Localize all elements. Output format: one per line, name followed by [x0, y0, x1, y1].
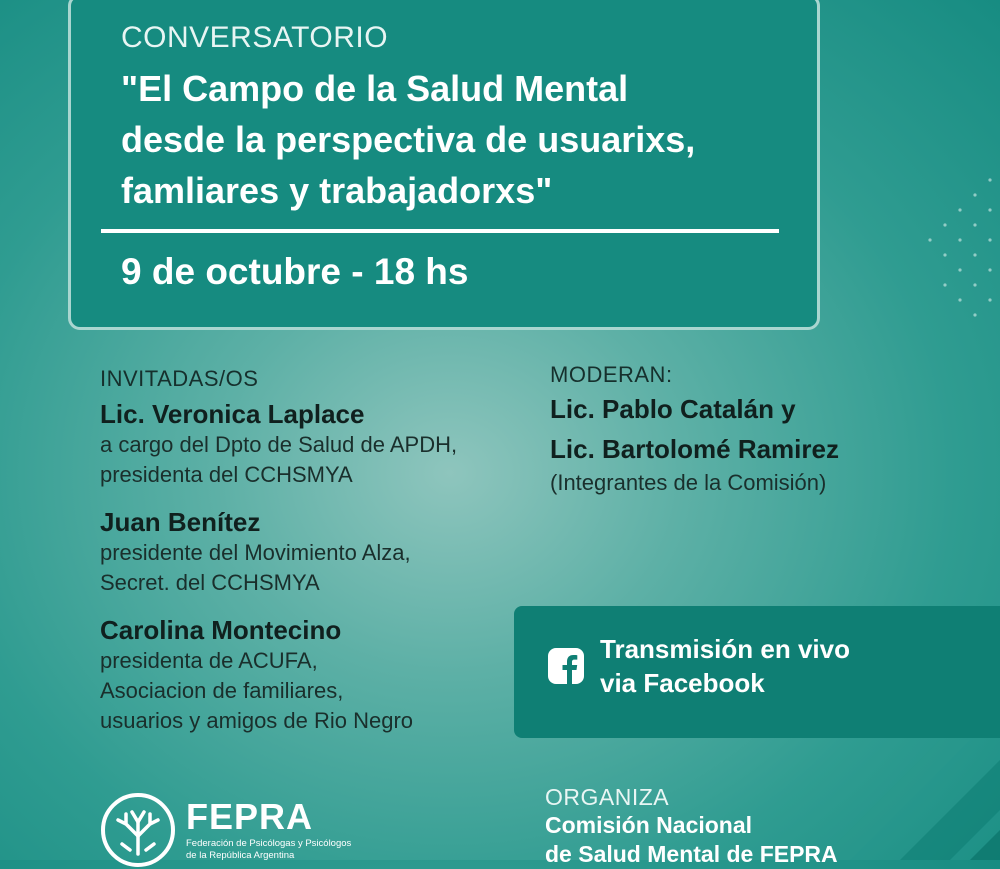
organizer-name: Comisión Nacional	[545, 812, 753, 838]
guest-item	[100, 506, 530, 598]
guest-role: Secret. del CCHSMYA	[100, 570, 320, 595]
logo-subtitle	[186, 838, 386, 862]
guest-name: Lic. Veronica Laplace	[100, 399, 365, 429]
organizer-section	[545, 784, 838, 869]
guest-role: usuarios y amigos de Rio Negro	[100, 708, 414, 733]
fepra-emblem-icon	[100, 792, 176, 868]
title-line: desde la perspectiva de usuarixs,	[121, 119, 696, 160]
guest-name: Juan Benítez	[100, 507, 261, 537]
moderator-name: Lic. Pablo Catalán y	[550, 394, 796, 424]
dot-pattern-decoration	[800, 170, 1000, 370]
organizer-label: ORGANIZA	[545, 784, 670, 810]
event-date: 9 de octubre - 18 hs	[121, 251, 469, 292]
guest-role: Asociacion de familiares,	[100, 678, 344, 703]
guest-role: presidenta del CCHSMYA	[100, 462, 353, 487]
divider	[101, 229, 779, 233]
live-line: via Facebook	[600, 668, 765, 698]
organizer-name: de Salud Mental de FEPRA	[545, 841, 838, 867]
guest-item	[100, 398, 530, 490]
title-line: famliares y trabajadorxs"	[121, 170, 553, 211]
guest-role: a cargo del Dpto de Salud de APDH,	[100, 432, 458, 457]
title-line: "El Campo de la Salud Mental	[121, 68, 629, 109]
header-panel	[68, 0, 820, 330]
logo-subtitle-line: Federación de Psicólogas y Psicólogos	[186, 838, 352, 849]
moderators-note: (Integrantes de la Comisión)	[550, 470, 827, 495]
fepra-logo	[100, 792, 400, 860]
moderator-name: Lic. Bartolomé Ramirez	[550, 434, 839, 464]
moderators-section	[550, 362, 970, 498]
guests-section	[100, 366, 530, 736]
live-stream-banner[interactable]	[514, 606, 1000, 738]
logo-subtitle-line: de la República Argentina	[186, 850, 295, 861]
guest-name: Carolina Montecino	[100, 615, 342, 645]
facebook-icon	[548, 648, 584, 684]
guest-role: presidenta de ACUFA,	[100, 648, 318, 673]
event-title	[121, 63, 801, 216]
logo-wordmark: FEPRA	[186, 796, 314, 837]
live-line: Transmisión en vivo	[600, 634, 850, 664]
event-type-label: CONVERSATORIO	[121, 21, 389, 54]
moderators-label: MODERAN:	[550, 362, 673, 387]
live-stream-text	[600, 632, 850, 700]
guest-role: presidente del Movimiento Alza,	[100, 540, 411, 565]
guests-label: INVITADAS/OS	[100, 366, 259, 391]
guest-item	[100, 614, 530, 736]
